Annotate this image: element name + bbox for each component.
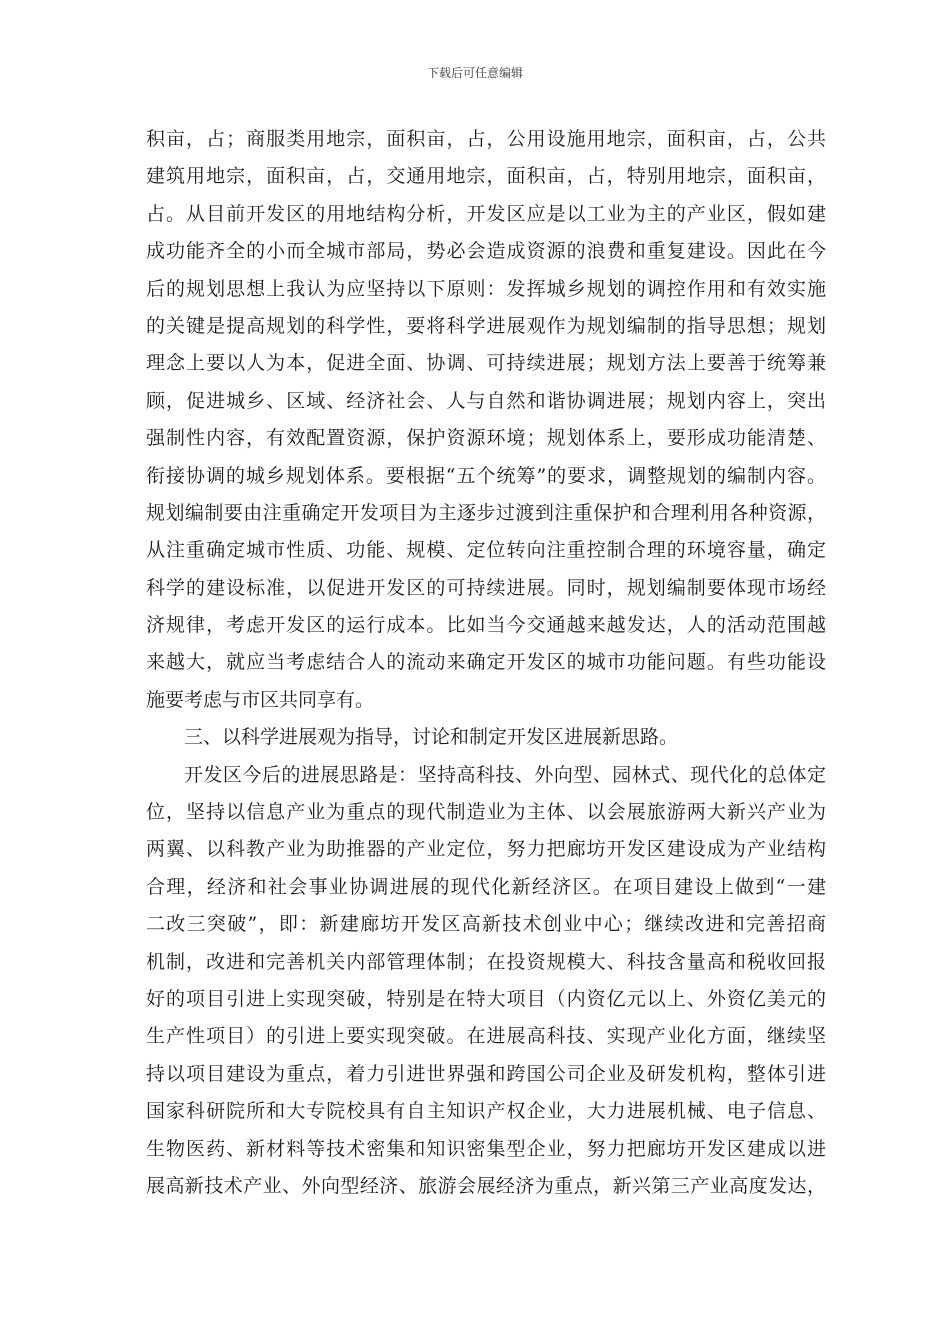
text-line: 国家科研院所和大专院校具有自主知识产权企业，大力进展机械、电子信息、 bbox=[146, 1100, 826, 1123]
text-line: 科学的建设标准，以促进开发区的可持续进展。同时，规划编制要体现市场经 bbox=[146, 576, 826, 599]
text-line: 持以项目建设为重点，着力引进世界强和跨国公司企业及研发机构，整体引进 bbox=[146, 1062, 826, 1085]
text-line: 顾，促进城乡、区域、经济社会、人与自然和谐协调进展；规划内容上，突出 bbox=[146, 389, 826, 412]
document-body bbox=[146, 121, 826, 1205]
text-line: 好的项目引进上实现突破，特别是在特大项目（内资亿元以上、外资亿美元的 bbox=[146, 987, 826, 1010]
text-line: 二改三突破”，即：新建廊坊开发区高新技术创业中心；继续改进和完善招商 bbox=[146, 913, 826, 936]
text-line: 机制，改进和完善机关内部管理体制；在投资规模大、科技含量高和税收回报 bbox=[146, 950, 826, 973]
text-line: 施要考虑与市区共同享有。 bbox=[146, 688, 375, 711]
text-line: 积亩，占；商服类用地宗，面积亩，占，公用设施用地宗，面积亩，占，公共 bbox=[146, 128, 826, 150]
text-line: 建筑用地宗，面积亩，占，交通用地宗，面积亩，占，特别用地宗，面积亩， bbox=[146, 165, 826, 188]
text-line: 后的规划思想上我认为应坚持以下原则：发挥城乡规划的调控作用和有效实施 bbox=[146, 277, 826, 300]
text-line: 展高新技术产业、外向型经济、旅游会展经济为重点，新兴第三产业高度发达， bbox=[146, 1174, 826, 1197]
text-line: 理念上要以人为本，促进全面、协调、可持续进展；规划方法上要善于统筹兼 bbox=[146, 352, 826, 375]
text-line: 来越大，就应当考虑结合人的流动来确定开发区的城市功能问题。有些功能设 bbox=[146, 651, 826, 674]
page-header: 下载后可任意编辑 bbox=[426, 66, 523, 80]
text-line: 生物医药、新材料等技术密集和知识密集型企业，努力把廊坊开发区建成以进 bbox=[146, 1137, 826, 1160]
text-line: 规划编制要由注重确定开发项目为主逐步过渡到注重保护和合理利用各种资源， bbox=[146, 501, 826, 524]
text-line: 位，坚持以信息产业为重点的现代制造业为主体、以会展旅游两大新兴产业为 bbox=[146, 801, 826, 824]
text-line: 衔接协调的城乡规划体系。要根据“五个统筹”的要求，调整规划的编制内容。 bbox=[146, 464, 826, 487]
text-line: 从注重确定城市性质、功能、规模、定位转向注重控制合理的环境容量，确定 bbox=[146, 539, 826, 562]
text-line: 的关键是提高规划的科学性，要将科学进展观作为规划编制的指导思想；规划 bbox=[146, 314, 826, 337]
text-line: 占。从目前开发区的用地结构分析，开发区应是以工业为主的产业区，假如建 bbox=[146, 202, 826, 225]
text-line: 两翼、以科教产业为助推器的产业定位，努力把廊坊开发区建设成为产业结构 bbox=[146, 838, 826, 861]
text-line: 济规律，考虑开发区的运行成本。比如当今交通越来越发达，人的活动范围越 bbox=[146, 614, 826, 637]
section-heading: 三、以科学进展观为指导，讨论和制定开发区进展新思路。 bbox=[184, 726, 679, 749]
text-line: 合理，经济和社会事业协调进展的现代化新经济区。在项目建设上做到“一建 bbox=[146, 875, 826, 898]
text-line: 开发区今后的进展思路是：坚持高科技、外向型、园林式、现代化的总体定 bbox=[184, 763, 826, 786]
text-line: 成功能齐全的小而全城市部局，势必会造成资源的浪费和重复建设。因此在今 bbox=[146, 240, 826, 263]
text-line: 强制性内容，有效配置资源，保护资源环境；规划体系上，要形成功能清楚、 bbox=[146, 427, 826, 450]
text-line: 生产性项目）的引进上要实现突破。在进展高科技、实现产业化方面，继续坚 bbox=[146, 1025, 826, 1048]
